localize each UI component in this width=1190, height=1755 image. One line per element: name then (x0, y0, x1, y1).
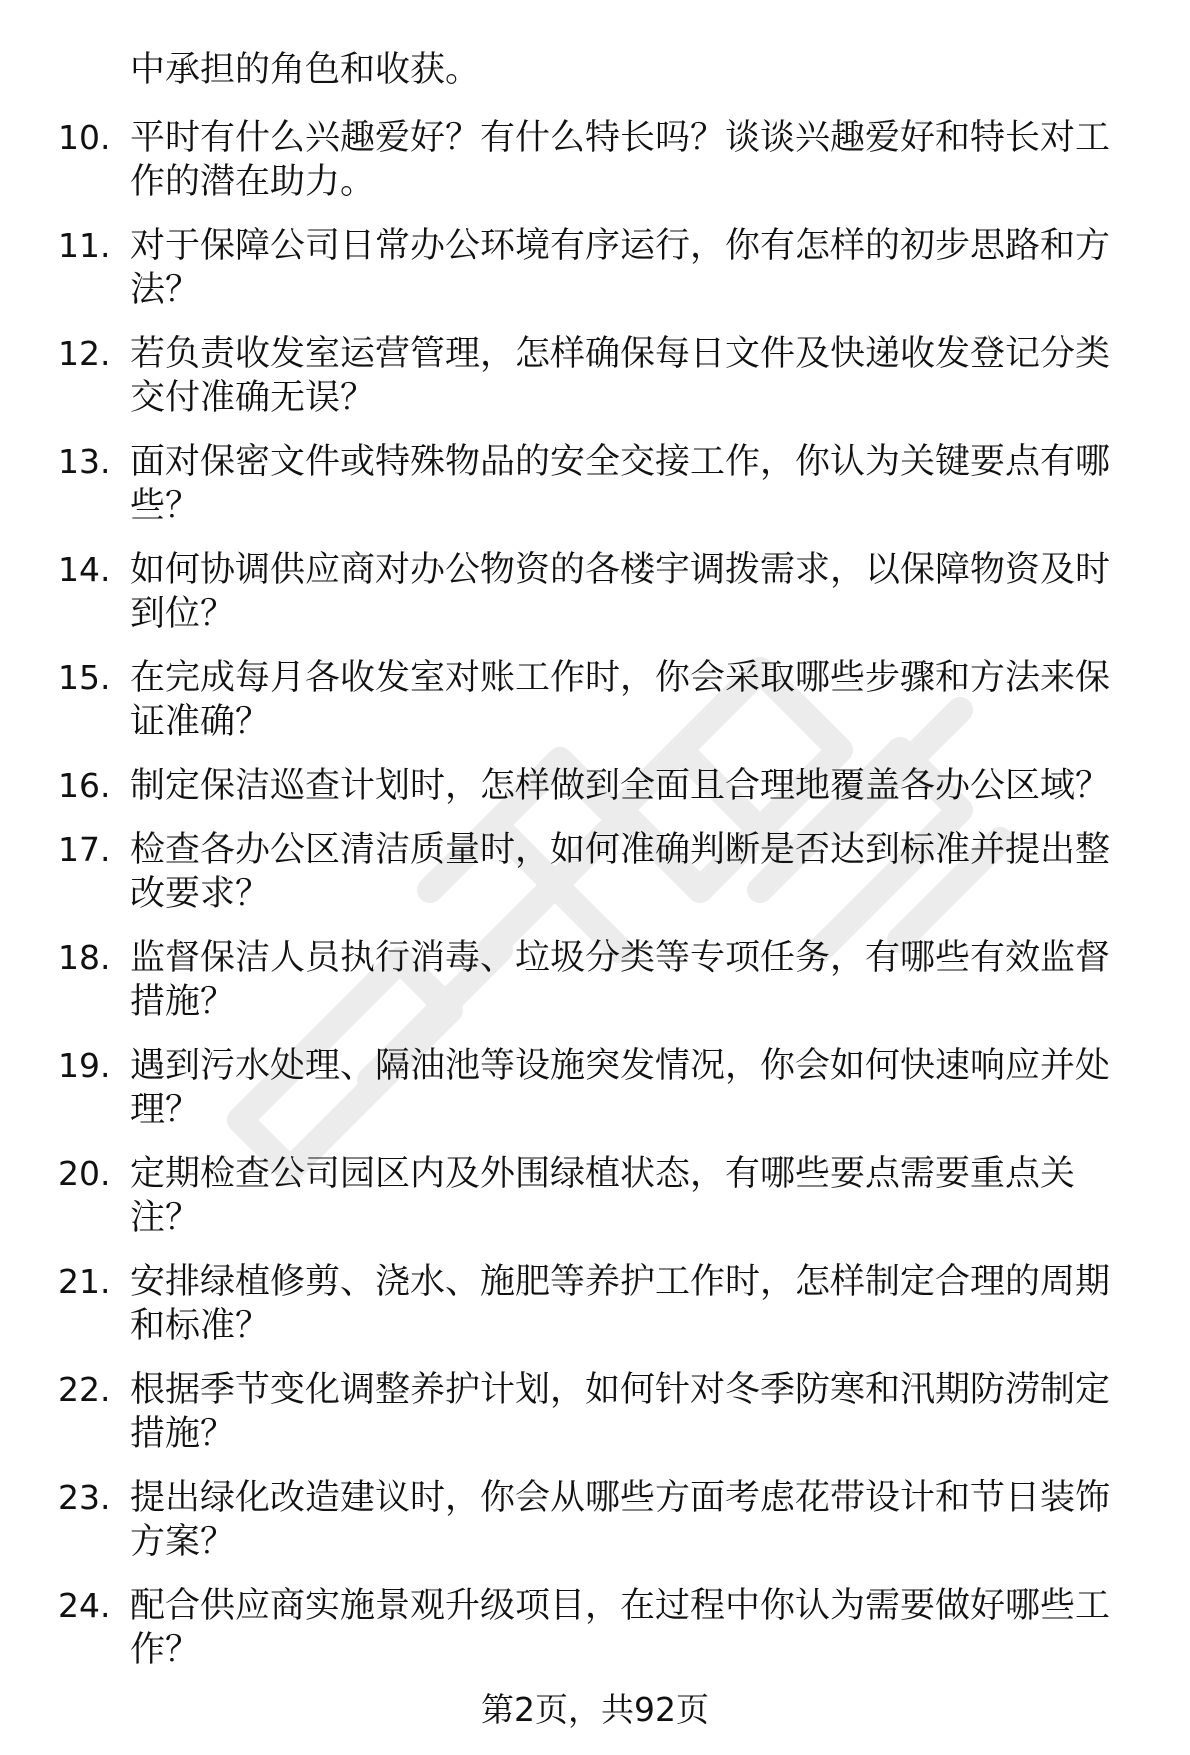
question-number: 14. (58, 550, 111, 589)
question-number: 18. (58, 938, 111, 977)
question-text (130, 656, 1150, 744)
question-text (130, 332, 1150, 420)
question-text-line: 监督保洁人员执行消毒、垃圾分类等专项任务，有哪些有效监督 (130, 938, 1111, 978)
question-text-line: 法？ (130, 270, 201, 310)
question-text-line: 措施？ (130, 1414, 236, 1454)
question-text-line: 方案？ (130, 1522, 236, 1562)
question-text-line: 对于保障公司日常办公环境有序运行，你有怎样的初步思路和方 (130, 226, 1111, 266)
question-text-line: 些？ (130, 486, 201, 526)
question-text-line: 面对保密文件或特殊物品的安全交接工作，你认为关键要点有哪 (130, 442, 1111, 482)
question-text (130, 1044, 1150, 1132)
question-text (130, 224, 1150, 312)
question-text-line: 交付准确无误？ (130, 378, 376, 418)
question-text (130, 440, 1150, 528)
question-number: 16. (58, 766, 111, 805)
question-text-line: 提出绿化改造建议时，你会从哪些方面考虑花带设计和节日装饰 (130, 1478, 1111, 1518)
question-text-line: 检查各办公区清洁质量时，如何准确判断是否达到标准并提出整 (130, 830, 1111, 870)
question-item (0, 936, 1190, 1024)
question-item (0, 1260, 1190, 1348)
question-item (0, 1152, 1190, 1240)
question-item (0, 1476, 1190, 1564)
question-number: 19. (58, 1046, 111, 1085)
question-item (0, 1044, 1190, 1132)
question-item (0, 116, 1190, 204)
question-number: 23. (58, 1478, 111, 1517)
question-text-line: 遇到污水处理、隔油池等设施突发情况，你会如何快速响应并处 (130, 1046, 1111, 1086)
question-text (130, 1260, 1150, 1348)
question-number: 10. (58, 118, 111, 157)
continuation-text: 中承担的角色和收获。 (130, 50, 481, 90)
question-number: 24. (58, 1586, 111, 1625)
question-text-line: 作？ (130, 1630, 201, 1670)
question-text (130, 764, 1150, 808)
question-text-line: 在完成每月各收发室对账工作时，你会采取哪些步骤和方法来保 (130, 658, 1111, 698)
question-text (130, 936, 1150, 1024)
question-item (0, 1584, 1190, 1672)
question-text (130, 1476, 1150, 1564)
page-footer: 第2页，共92页 (481, 1690, 709, 1729)
question-item (0, 1368, 1190, 1456)
question-text (130, 548, 1150, 636)
question-text-line: 根据季节变化调整养护计划，如何针对冬季防寒和汛期防涝制定 (130, 1370, 1111, 1410)
question-item (0, 440, 1190, 528)
question-text-line: 安排绿植修剪、浇水、施肥等养护工作时，怎样制定合理的周期 (130, 1262, 1111, 1302)
question-number: 21. (58, 1262, 111, 1301)
question-number: 13. (58, 442, 111, 481)
question-item (0, 656, 1190, 744)
question-text-line: 作的潜在助力。 (130, 162, 376, 202)
question-number: 15. (58, 658, 111, 697)
question-number: 11. (58, 226, 111, 265)
question-item (0, 828, 1190, 916)
question-list (0, 116, 1190, 1692)
question-text (130, 1584, 1150, 1672)
question-text-line: 如何协调供应商对办公物资的各楼宇调拨需求，以保障物资及时 (130, 550, 1111, 590)
question-item (0, 764, 1190, 808)
question-text (130, 1152, 1150, 1240)
question-item (0, 332, 1190, 420)
question-number: 22. (58, 1370, 111, 1409)
question-text-line: 制定保洁巡查计划时，怎样做到全面且合理地覆盖各办公区域？ (130, 766, 1111, 806)
question-text-line: 措施？ (130, 982, 236, 1022)
question-text-line: 到位？ (130, 594, 236, 634)
question-text (130, 116, 1150, 204)
question-text-line: 配合供应商实施景观升级项目，在过程中你认为需要做好哪些工 (130, 1586, 1111, 1626)
question-text-line: 改要求？ (130, 874, 271, 914)
question-number: 12. (58, 334, 111, 373)
question-text-line: 证准确？ (130, 702, 271, 742)
question-item (0, 224, 1190, 312)
question-text-line: 平时有什么兴趣爱好？有什么特长吗？谈谈兴趣爱好和特长对工 (130, 118, 1111, 158)
question-text-line: 理？ (130, 1090, 201, 1130)
question-text-line: 注？ (130, 1198, 201, 1238)
question-text (130, 1368, 1150, 1456)
question-text-line: 若负责收发室运营管理，怎样确保每日文件及快递收发登记分类 (130, 334, 1111, 374)
question-text (130, 828, 1150, 916)
question-text-line: 定期检查公司园区内及外围绿植状态，有哪些要点需要重点关 (130, 1154, 1076, 1194)
question-number: 17. (58, 830, 111, 869)
question-text-line: 和标准？ (130, 1306, 271, 1346)
question-number: 20. (58, 1154, 111, 1193)
question-item (0, 548, 1190, 636)
